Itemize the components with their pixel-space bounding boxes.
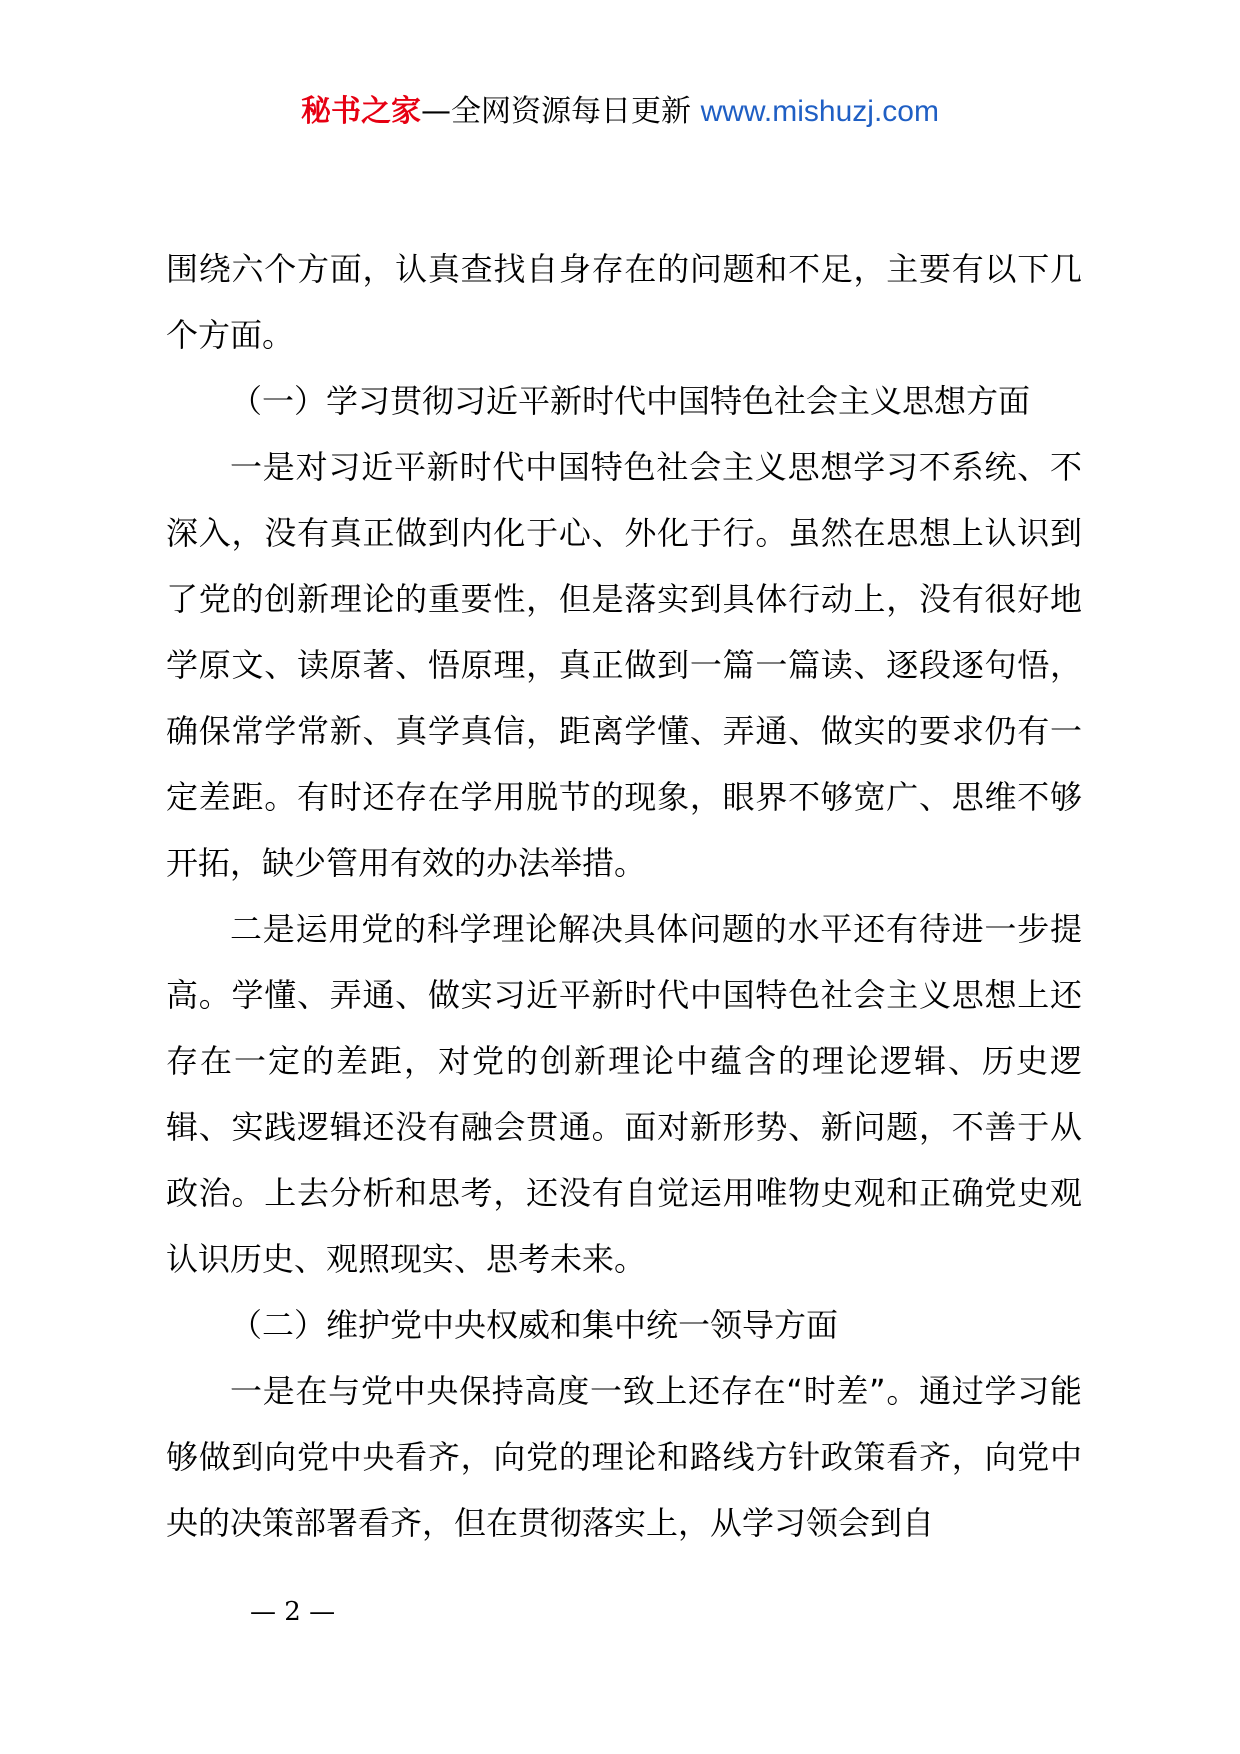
page-number: — 2 — [250, 1597, 336, 1627]
header-tagline: —全网资源每日更新 [421, 94, 701, 129]
paragraph: 一是在与党中央保持高度一致上还存在“时差”。通过学习能够做到向党中央看齐，向党的理论和路线方针政策看齐，向党中央的决策部署看齐，但在贯彻落实上，从学习领会到自 [166, 1372, 1082, 1542]
paragraph: 围绕六个方面，认真查找自身存在的问题和不足，主要有以下几个方面。 [166, 250, 1082, 354]
section-heading: （二）维护党中央权威和集中统一领导方面 [230, 1306, 839, 1344]
site-url-link[interactable]: www.mishuzj.com [700, 95, 939, 128]
paragraph: 二是运用党的科学理论解决具体问题的水平还有待进一步提高。学懂、弄通、做实习近平新时代中国特色社会主义思想上还存在一定的差距，对党的创新理论中蕴含的理论逻辑、历史逻辑、实践逻辑还没有融会贯通。面对新形势、新问题，不善于从政治。上去分析和思考，还没有自觉运用唯物史观和正确党史观认识历史、观照现实、思考未来。 [166, 910, 1082, 1278]
document-body [166, 236, 1082, 1556]
section-heading: （一）学习贯彻习近平新时代中国特色社会主义思想方面 [230, 382, 1031, 420]
site-header [0, 92, 1240, 132]
paragraph: 一是对习近平新时代中国特色社会主义思想学习不系统、不深入，没有真正做到内化于心、外化于行。虽然在思想上认识到了党的创新理论的重要性，但是落实到具体行动上，没有很好地学原文、读原著、悟原理，真正做到一篇一篇读、逐段逐句悟，确保常学常新、真学真信，距离学懂、弄通、做实的要求仍有一定差距。有时还存在学用脱节的现象，眼界不够宽广、思维不够开拓，缺少管用有效的办法举措。 [166, 448, 1082, 882]
brand-name: 秘书之家 [301, 94, 422, 129]
